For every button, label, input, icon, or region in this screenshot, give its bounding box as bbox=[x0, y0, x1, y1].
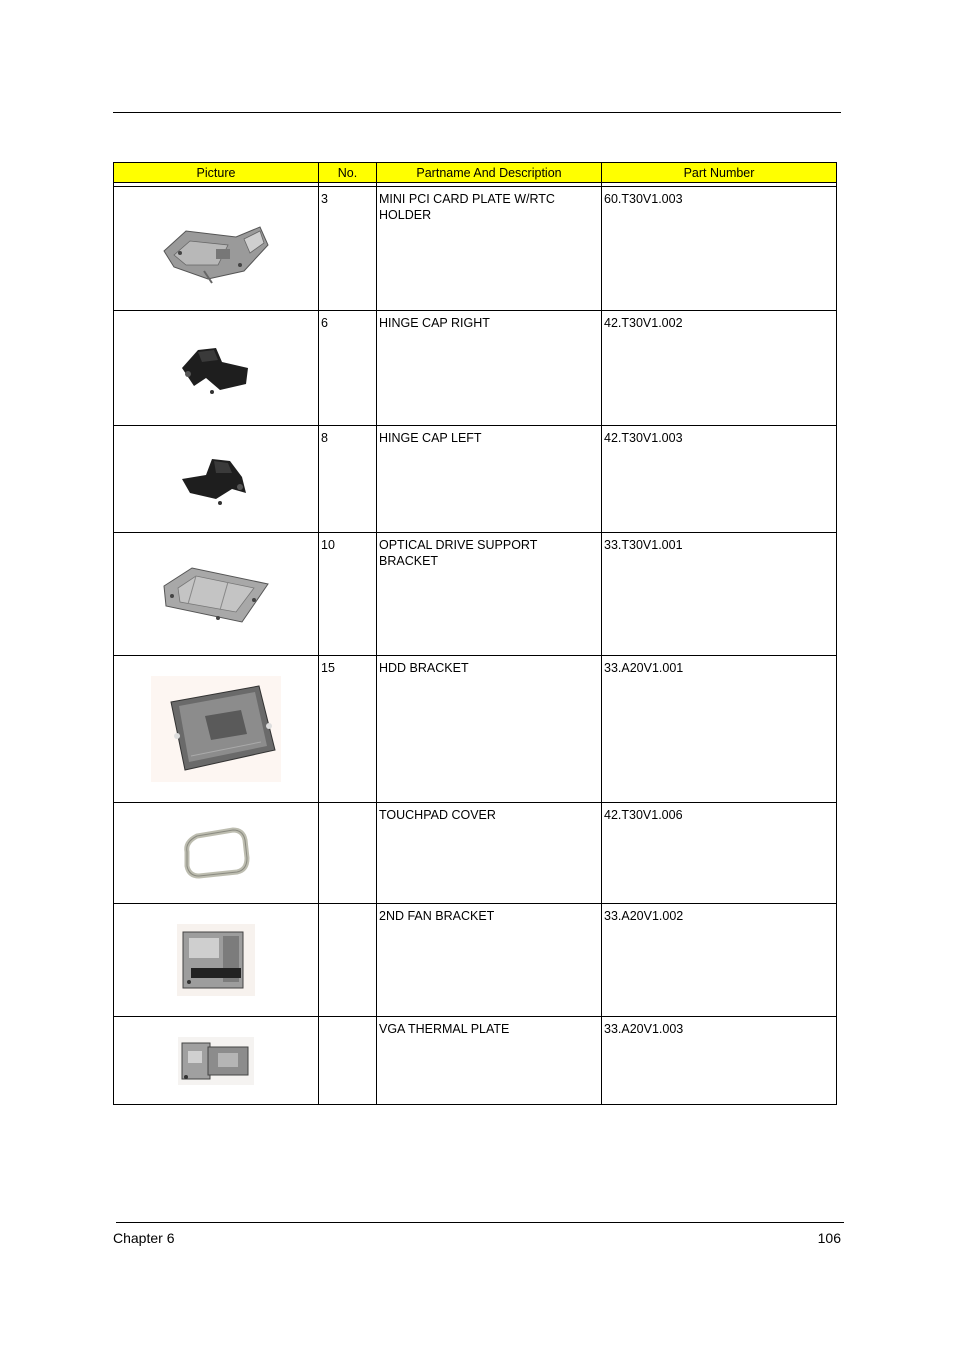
hinge-cap-right-image bbox=[176, 338, 256, 398]
table-row bbox=[114, 1017, 837, 1105]
item-number-cell bbox=[319, 904, 377, 1017]
table-header-row bbox=[114, 163, 837, 183]
parts-table bbox=[113, 162, 837, 1105]
picture-cell bbox=[114, 187, 319, 311]
item-number-cell bbox=[319, 1017, 377, 1105]
picture-cell bbox=[114, 426, 319, 533]
description-cell: 2ND FAN BRACKET bbox=[377, 904, 602, 1017]
item-number-cell: 10 bbox=[319, 533, 377, 656]
description-cell: OPTICAL DRIVE SUPPORT BRACKET bbox=[377, 533, 602, 656]
item-number-cell: 3 bbox=[319, 187, 377, 311]
column-header-no: No. bbox=[319, 163, 377, 183]
footer-chapter: Chapter 6 bbox=[113, 1230, 175, 1246]
picture-cell bbox=[114, 311, 319, 426]
table-row bbox=[114, 803, 837, 904]
description-cell: HDD BRACKET bbox=[377, 656, 602, 803]
hinge-cap-left-image bbox=[176, 449, 256, 509]
optical-drive-bracket-image bbox=[158, 556, 274, 632]
picture-cell bbox=[114, 904, 319, 1017]
item-number-cell: 8 bbox=[319, 426, 377, 533]
table-row bbox=[114, 187, 837, 311]
picture-cell bbox=[114, 1017, 319, 1105]
hdd-bracket-image bbox=[151, 676, 281, 782]
column-header-part-number: Part Number bbox=[602, 163, 837, 183]
footer-rule bbox=[116, 1222, 844, 1223]
description-cell: VGA THERMAL PLATE bbox=[377, 1017, 602, 1105]
footer-page-number: 106 bbox=[817, 1230, 841, 1246]
mini-pci-card-plate-image bbox=[156, 209, 276, 289]
part-number-cell: 33.A20V1.001 bbox=[602, 656, 837, 803]
description-cell: MINI PCI CARD PLATE W/RTC HOLDER bbox=[377, 187, 602, 311]
fan-bracket-image bbox=[177, 924, 255, 996]
part-number-cell: 42.T30V1.006 bbox=[602, 803, 837, 904]
description-cell: TOUCHPAD COVER bbox=[377, 803, 602, 904]
description-cell: HINGE CAP LEFT bbox=[377, 426, 602, 533]
table-row bbox=[114, 311, 837, 426]
part-number-cell: 33.A20V1.002 bbox=[602, 904, 837, 1017]
part-number-cell: 33.A20V1.003 bbox=[602, 1017, 837, 1105]
table-row bbox=[114, 904, 837, 1017]
part-number-cell: 60.T30V1.003 bbox=[602, 187, 837, 311]
table-row bbox=[114, 656, 837, 803]
picture-cell bbox=[114, 656, 319, 803]
vga-thermal-plate-image bbox=[178, 1037, 254, 1085]
picture-cell bbox=[114, 533, 319, 656]
picture-cell bbox=[114, 803, 319, 904]
description-cell: HINGE CAP RIGHT bbox=[377, 311, 602, 426]
item-number-cell: 15 bbox=[319, 656, 377, 803]
item-number-cell: 6 bbox=[319, 311, 377, 426]
item-number-cell bbox=[319, 803, 377, 904]
table-row bbox=[114, 426, 837, 533]
table-row bbox=[114, 533, 837, 656]
touchpad-cover-image bbox=[181, 826, 251, 880]
column-header-picture: Picture bbox=[114, 163, 319, 183]
part-number-cell: 42.T30V1.003 bbox=[602, 426, 837, 533]
part-number-cell: 33.T30V1.001 bbox=[602, 533, 837, 656]
part-number-cell: 42.T30V1.002 bbox=[602, 311, 837, 426]
column-header-description: Partname And Description bbox=[377, 163, 602, 183]
header-rule bbox=[113, 112, 841, 113]
